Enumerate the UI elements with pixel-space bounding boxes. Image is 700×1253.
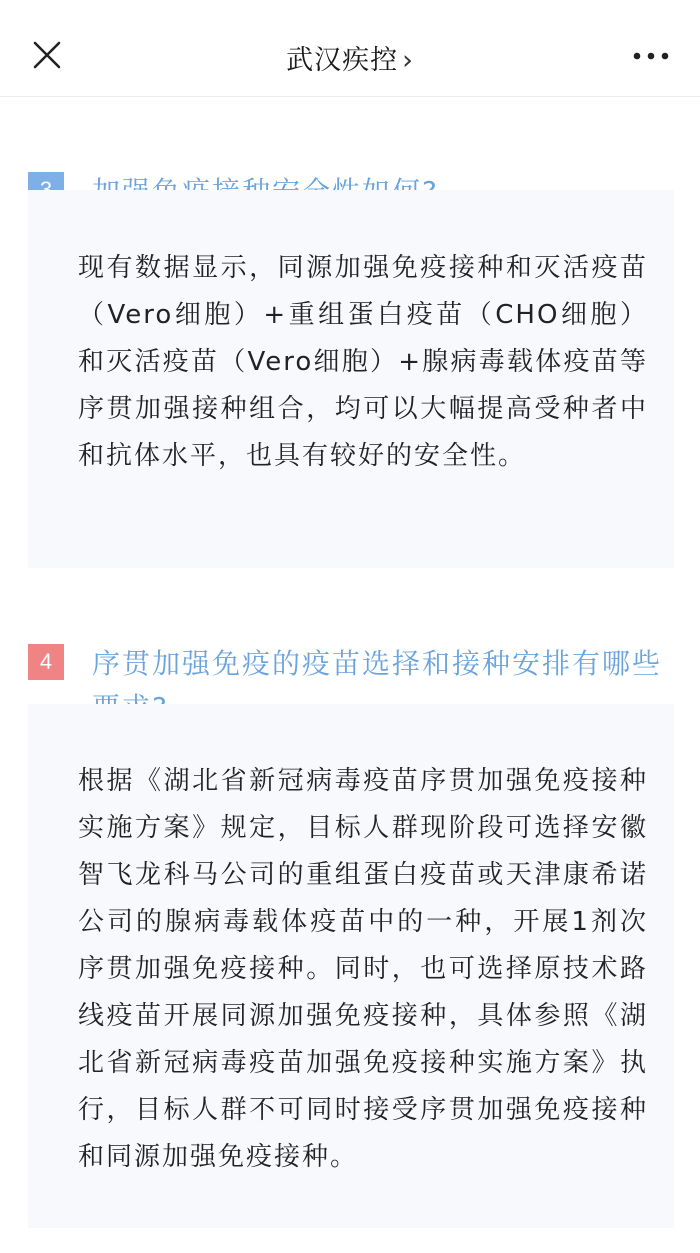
chevron-right-icon: ›	[402, 45, 414, 76]
faq-section-4	[28, 642, 674, 1172]
page-title: 武汉疾控	[286, 45, 399, 76]
answer-card	[28, 190, 674, 568]
answer-text: 根据《湖北省新冠病毒疫苗序贯加强免疫接种实施方案》规定，目标人群现阶段可选择安徽智飞龙科马公司的重组蛋白疫苗或天津康希诺公司的腺病毒载体疫苗中的一种，开展1剂次序贯加强免疫接种。同时，也可选择原技术路线疫苗开展同源加强免疫接种，具体参照《湖北省新冠病毒疫苗加强免疫接种实施方案》执行，目标人群不可同时接受序贯加强免疫接种和同源加强免疫接种。	[78, 766, 648, 1172]
number-badge: 4	[28, 644, 64, 680]
account-title-link[interactable]	[0, 38, 700, 77]
question-title: 序贯加强免疫的疫苗选择和接种安排有哪些	[92, 647, 663, 680]
more-dots-icon	[630, 44, 672, 68]
answer-card	[28, 704, 674, 1228]
faq-section-3	[28, 170, 674, 471]
top-navigation-bar	[0, 0, 700, 97]
more-options-button[interactable]	[630, 44, 672, 68]
question-header	[28, 642, 674, 688]
answer-text: 现有数据显示，同源加强免疫接种和灭活疫苗（Vero细胞）+重组蛋白疫苗（CHO细胞）和灭活疫苗（Vero细胞）+腺病毒载体疫苗等序贯加强接种组合，均可以大幅提高受种者中和抗体水平，也具有较好的安全性。	[78, 253, 648, 471]
